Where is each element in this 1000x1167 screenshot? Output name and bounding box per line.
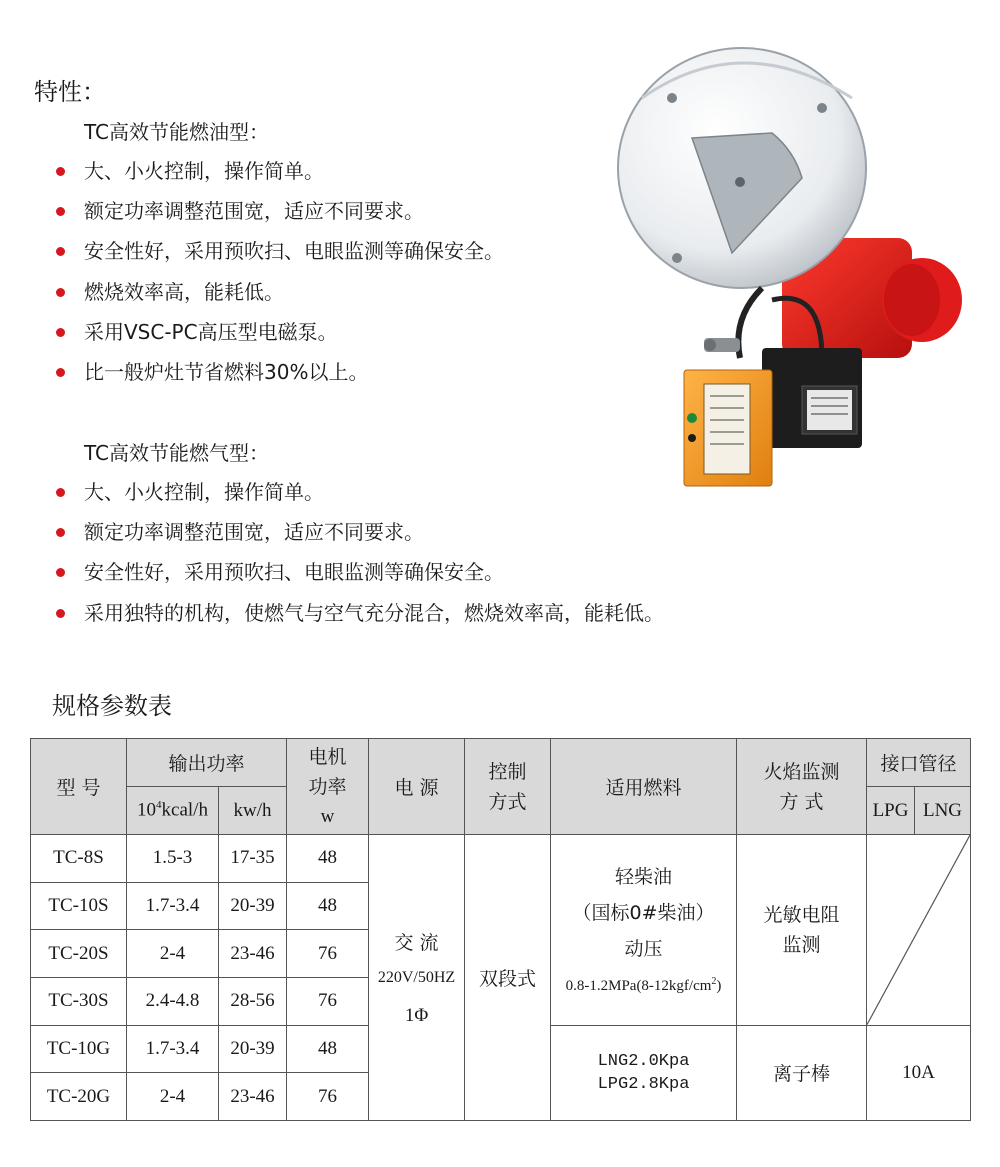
cell-model: TC-30S: [31, 977, 127, 1025]
cell-gas-pipe: 10A: [867, 1025, 971, 1120]
gas-type-heading: TC高效节能燃气型：: [84, 441, 270, 465]
bullet-icon: [56, 368, 65, 377]
list-item: 采用VSC-PC高压型电磁泵。: [84, 312, 504, 352]
cell-kw: 17-35: [219, 835, 287, 883]
bullet-icon: [56, 528, 65, 537]
header-unit-kcal: $10^4kcal/h$: [127, 787, 219, 835]
bullet-icon: [56, 207, 65, 216]
cell-model: TC-10S: [31, 882, 127, 930]
cell-control-mode: 双段式: [465, 835, 551, 1121]
header-model: 型 号: [31, 739, 127, 835]
bullet-icon: [56, 167, 65, 176]
header-control: 控制 方式: [465, 739, 551, 835]
cell-motor: 76: [287, 1073, 369, 1121]
bullet-icon: [56, 568, 65, 577]
header-lng: LNG: [915, 787, 971, 835]
spec-table: [30, 738, 971, 1121]
gas-feature-list: [84, 472, 664, 633]
bullet-icon: [56, 247, 65, 256]
cell-kcal: 2.4-4.8: [127, 977, 219, 1025]
list-item: 安全性好，采用预吹扫、电眼监测等确保安全。: [84, 231, 504, 271]
cell-motor: 48: [287, 1025, 369, 1073]
cell-kcal: 1.7-3.4: [127, 1025, 219, 1073]
header-output: 输出功率: [127, 739, 287, 787]
header-pipe: 接口管径: [867, 739, 971, 787]
header-flame-monitor: 火焰监测 方 式: [737, 739, 867, 835]
cell-gas-fuel: LNG2.0Kpa LPG2.8Kpa: [551, 1025, 737, 1120]
cell-model: TC-10G: [31, 1025, 127, 1073]
cell-kw: 20-39: [219, 1025, 287, 1073]
cell-kw: 28-56: [219, 977, 287, 1025]
cell-oil-flame-monitor: 光敏电阻 监测: [737, 835, 867, 1026]
header-unit-kw: kw/h: [219, 787, 287, 835]
table-row: [31, 835, 971, 883]
cell-power-supply: 交 流 220V/50HZ 1Φ: [369, 835, 465, 1121]
features-title: 特性：: [34, 78, 106, 106]
oil-feature-list: [84, 151, 504, 392]
cell-kcal: 1.5-3: [127, 835, 219, 883]
list-item: 额定功率调整范围宽，适应不同要求。: [84, 191, 504, 231]
header-motor: 电机 功率 w: [287, 739, 369, 835]
diagonal-line: [867, 835, 970, 1025]
header-lpg: LPG: [867, 787, 915, 835]
cell-kcal: 2-4: [127, 930, 219, 978]
cell-kcal: 2-4: [127, 1073, 219, 1121]
cell-gas-flame-monitor: 离子棒: [737, 1025, 867, 1120]
bullet-icon: [56, 288, 65, 297]
cell-kw: 20-39: [219, 882, 287, 930]
cell-model: TC-20S: [31, 930, 127, 978]
list-item: 比一般炉灶节省燃料30%以上。: [84, 352, 504, 392]
header-fuel: 适用燃料: [551, 739, 737, 835]
header-power: 电 源: [369, 739, 465, 835]
bullet-icon: [56, 488, 65, 497]
cell-motor: 76: [287, 930, 369, 978]
list-item: 额定功率调整范围宽，适应不同要求。: [84, 512, 664, 552]
cell-oil-fuel: 轻柴油 （国标0#柴油） 动压 $0.8-1.2MPa(8-12kgf/cm^2)$: [551, 835, 737, 1026]
spec-table-title: 规格参数表: [52, 692, 172, 720]
cell-kcal: 1.7-3.4: [127, 882, 219, 930]
cell-kw: 23-46: [219, 930, 287, 978]
burner-product-image: [612, 38, 972, 498]
list-item: 采用独特的机构，使燃气与空气充分混合，燃烧效率高，能耗低。: [84, 593, 664, 633]
cell-model: TC-8S: [31, 835, 127, 883]
list-item: 燃烧效率高，能耗低。: [84, 272, 504, 312]
bullet-icon: [56, 609, 65, 618]
cell-kw: 23-46: [219, 1073, 287, 1121]
cell-motor: 48: [287, 835, 369, 883]
oil-type-heading: TC高效节能燃油型：: [84, 120, 270, 144]
cell-oil-pipe-empty: [867, 835, 971, 1026]
bullet-icon: [56, 328, 65, 337]
list-item: 安全性好，采用预吹扫、电眼监测等确保安全。: [84, 552, 664, 592]
list-item: 大、小火控制，操作简单。: [84, 151, 504, 191]
cell-model: TC-20G: [31, 1073, 127, 1121]
list-item: 大、小火控制，操作简单。: [84, 472, 664, 512]
cell-motor: 76: [287, 977, 369, 1025]
cell-motor: 48: [287, 882, 369, 930]
